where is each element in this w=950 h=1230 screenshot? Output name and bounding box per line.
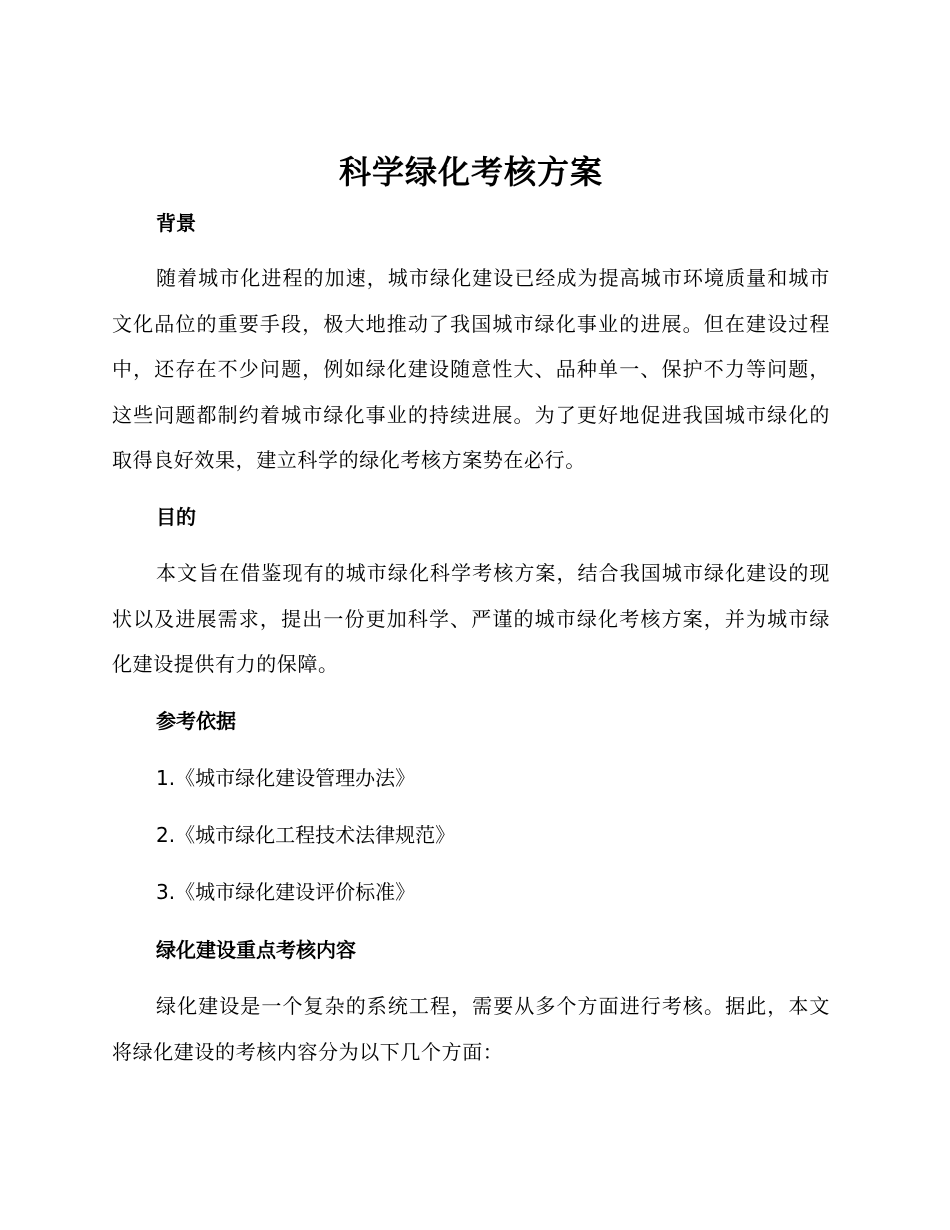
background-paragraph: 随着城市化进程的加速，城市绿化建设已经成为提高城市环境质量和城市文化品位的重要手段，极大地推动了我国城市绿化事业的进展。但在建设过程中，还存在不少问题，例如绿化建设随意性大、品种单一、保护不力等问题，这些问题都制约着城市绿化事业的持续进展。为了更好地促进我国城市绿化的取得良好效果，建立科学的绿化考核方案势在必行。	[112, 266, 830, 472]
section-heading-purpose: 目的	[156, 505, 196, 529]
purpose-paragraph: 本文旨在借鉴现有的城市绿化科学考核方案，结合我国城市绿化建设的现状以及进展需求，提出一份更加科学、严谨的城市绿化考核方案，并为城市绿化建设提供有力的保障。	[112, 561, 830, 676]
section-heading-references: 参考依据	[156, 709, 236, 733]
document-title: 科学绿化考核方案	[338, 153, 603, 191]
section-heading-background: 背景	[156, 211, 196, 235]
reference-item: 2.《城市绿化工程技术法律规范》	[156, 823, 456, 847]
key-assessment-paragraph: 绿化建设是一个复杂的系统工程，需要从多个方面进行考核。据此，本文将绿化建设的考核内容分为以下几个方面：	[112, 994, 830, 1064]
reference-item: 1.《城市绿化建设管理办法》	[156, 766, 416, 790]
reference-item: 3.《城市绿化建设评价标准》	[156, 880, 416, 904]
section-heading-key-assessment: 绿化建设重点考核内容	[156, 938, 356, 962]
